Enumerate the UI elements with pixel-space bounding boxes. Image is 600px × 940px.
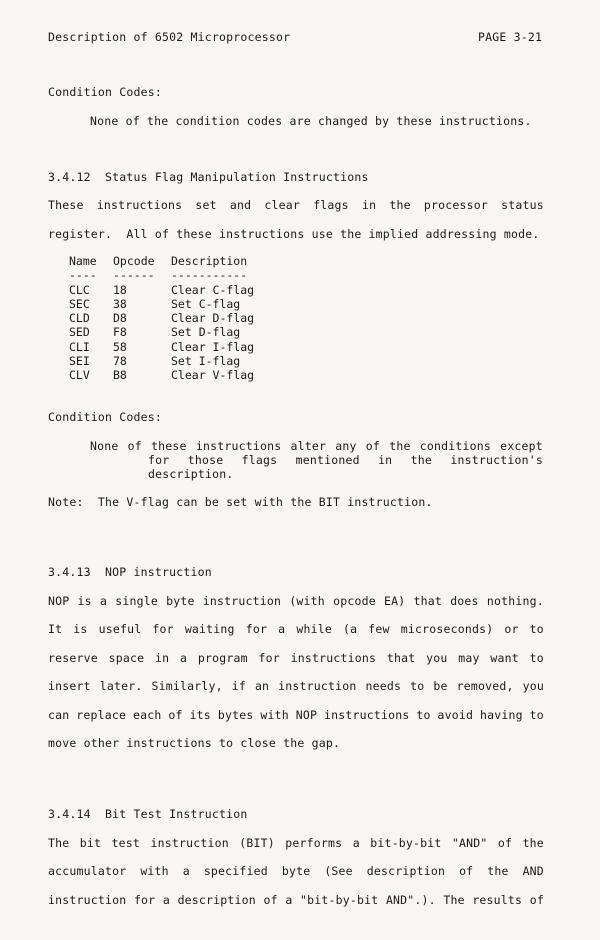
column-header: Opcode (113, 254, 155, 268)
word: flags (313, 198, 349, 212)
paragraph-line: move other instructions to close the gap. (48, 736, 341, 750)
word: byte (166, 594, 195, 608)
word: replace (76, 707, 127, 722)
word: a (278, 622, 286, 637)
word: a (285, 892, 293, 907)
column-divider: ---- (69, 268, 97, 283)
word: or (504, 622, 519, 637)
word: the (389, 198, 411, 212)
word: needs (365, 679, 402, 694)
word: to (529, 707, 544, 722)
word: of (459, 864, 474, 879)
paragraph-line (48, 594, 544, 608)
paragraph-line (48, 651, 544, 665)
word: instructions (195, 439, 282, 453)
table-row (69, 354, 264, 368)
instruction-name: SED (69, 325, 90, 340)
table-header-row (69, 254, 264, 268)
word: of (529, 892, 544, 907)
word: byte (281, 864, 311, 879)
word: instructions (290, 650, 377, 665)
section-heading-3-4-14: 3.4.14 Bit Test Instruction (48, 807, 248, 821)
word: its (189, 707, 211, 722)
word: in (155, 650, 170, 665)
condition-codes-line (90, 439, 543, 453)
word: that (386, 650, 416, 665)
table-row (69, 297, 264, 311)
word: useful (98, 622, 142, 637)
word: can (48, 707, 70, 722)
condition-codes-line: description. (148, 467, 234, 481)
instruction-name: SEC (69, 296, 90, 311)
word: waiting (184, 622, 235, 637)
word: except (500, 439, 543, 453)
word: "bit-by-bit (300, 892, 379, 907)
word: in (361, 198, 377, 212)
word: flags (241, 453, 278, 467)
word: of (497, 836, 513, 850)
instruction-table (69, 254, 264, 383)
word: a (162, 892, 170, 907)
word: a (99, 594, 108, 608)
instruction-name: CLV (69, 368, 90, 383)
word: results (472, 892, 523, 907)
word: having (480, 707, 523, 722)
word: avoid (437, 707, 474, 722)
word: "AND" (451, 836, 488, 850)
word: performs (285, 836, 343, 850)
section-heading-3-4-13: 3.4.13 NOP instruction (48, 565, 212, 579)
paragraph-line (48, 198, 544, 212)
word: conditions (419, 439, 491, 453)
word: EA) (384, 594, 406, 608)
word: alter (290, 439, 327, 453)
description: Set C-flag (171, 296, 241, 311)
word: removed, (456, 679, 514, 694)
description: Set I-flag (171, 354, 241, 369)
table-row (69, 340, 264, 354)
word: It (48, 622, 63, 637)
section-heading-3-4-12: 3.4.12 Status Flag Manipulation Instructions (48, 170, 369, 184)
word: AND (522, 864, 544, 879)
word: None (90, 439, 119, 453)
note-text: Note: The V-flag can be set with the BIT instruction. (48, 495, 433, 509)
condition-codes-label: Condition Codes: (48, 410, 162, 424)
column-header: Name (69, 254, 97, 268)
word: for (258, 650, 280, 665)
word: is (77, 594, 92, 608)
word: while (296, 622, 332, 637)
description: Clear D-flag (171, 311, 255, 326)
opcode: F8 (113, 325, 127, 340)
condition-codes-line (148, 453, 543, 467)
word: instructions (324, 707, 410, 722)
table-row (69, 311, 264, 325)
word: instruction (150, 836, 229, 850)
word: you (522, 679, 544, 694)
word: bit (79, 836, 102, 850)
word: nothing. (486, 594, 544, 608)
word: description (366, 864, 446, 879)
paragraph-line (48, 708, 544, 722)
table-row (69, 283, 264, 297)
word: (with (289, 594, 325, 608)
description: Clear I-flag (171, 339, 255, 354)
word: with (140, 864, 169, 879)
word: the (389, 439, 411, 453)
instruction-name: CLD (69, 311, 90, 326)
word: an (254, 679, 270, 694)
word: bytes (217, 707, 254, 722)
word: These (48, 198, 84, 212)
opcode: B8 (113, 368, 127, 383)
word: to (410, 679, 425, 694)
column-header: Description (171, 254, 248, 268)
instruction-name: CLC (69, 282, 90, 297)
word: later. (99, 679, 143, 694)
instruction-name: CLI (69, 339, 90, 354)
page-number: PAGE 3-21 (478, 30, 543, 44)
word: insert (48, 679, 91, 694)
word: for (148, 453, 170, 467)
word: (a (343, 622, 358, 637)
condition-codes-label: Condition Codes: (48, 85, 162, 99)
word: instruction's (450, 453, 543, 467)
word: instruction (278, 679, 357, 694)
paragraph-line (48, 679, 544, 693)
column-divider: ----------- (171, 268, 248, 283)
word: The (48, 836, 70, 850)
word: with (260, 707, 289, 722)
word: status (501, 198, 544, 212)
word: Similarly, (151, 679, 223, 694)
opcode: D8 (113, 311, 127, 326)
word: for (152, 622, 174, 637)
word: bit-by-bit (370, 836, 442, 850)
word: microseconds) (400, 622, 494, 637)
word: to (529, 650, 544, 665)
word: The (443, 892, 465, 907)
word: any (335, 439, 357, 453)
word: clear (264, 198, 301, 212)
word: a (180, 650, 188, 665)
opcode: 38 (113, 296, 127, 311)
word: of (365, 439, 381, 453)
word: instruction (48, 892, 127, 907)
word: few (368, 622, 390, 637)
word: of (168, 707, 183, 722)
word: and (229, 198, 252, 212)
word: processor (423, 198, 488, 212)
word: (BIT) (239, 836, 275, 850)
paragraph-line (48, 622, 544, 636)
word: instruction (202, 594, 282, 608)
table-divider-row (69, 268, 264, 282)
word: instructions (96, 198, 183, 212)
instruction-name: SEI (69, 354, 90, 369)
word: is (73, 622, 88, 637)
word: the (522, 836, 544, 850)
document-title: Description of 6502 Microprocessor (48, 30, 291, 44)
word: of (263, 892, 278, 907)
table-row (69, 368, 264, 382)
word: to (529, 622, 544, 637)
word: for (133, 892, 156, 907)
word: of (127, 439, 142, 453)
word: for (245, 622, 268, 637)
word: single (115, 594, 158, 608)
condition-codes-text: None of the condition codes are changed by these instructions. (90, 114, 532, 128)
word: program (197, 650, 248, 665)
word: description (177, 892, 256, 907)
opcode: 78 (113, 354, 127, 369)
word: (See (324, 864, 353, 879)
word: each (133, 707, 162, 722)
description: Clear V-flag (171, 368, 255, 383)
opcode: 58 (113, 339, 127, 354)
word: reserve (48, 650, 98, 665)
word: opcode (333, 594, 376, 608)
word: NOP (48, 594, 70, 608)
description: Set D-flag (171, 325, 241, 340)
word: want (490, 650, 519, 665)
paragraph-line (48, 893, 544, 907)
word: set (195, 198, 217, 212)
column-divider: ------ (113, 268, 155, 283)
word: a (352, 836, 360, 850)
word: accumulator (48, 864, 127, 879)
word: to (416, 707, 431, 722)
paragraph-line (48, 864, 544, 878)
word: NOP (295, 707, 318, 722)
word: you (426, 650, 448, 665)
word: these (151, 439, 187, 453)
word: be (433, 679, 448, 694)
word: AND".). (385, 892, 436, 907)
paragraph-line: register. All of these instructions use the implied addressing mode. (48, 227, 540, 241)
table-row (69, 325, 264, 339)
word: the (487, 864, 509, 879)
word: mentioned (295, 453, 360, 467)
word: that (413, 594, 443, 608)
word: test (111, 836, 141, 850)
word: in (378, 453, 393, 467)
word: does (450, 594, 479, 608)
word: specified (203, 864, 268, 879)
paragraph-line (48, 836, 544, 850)
description: Clear C-flag (171, 282, 255, 297)
word: the (410, 453, 433, 467)
word: a (182, 864, 190, 879)
word: may (458, 650, 480, 665)
word: those (187, 453, 224, 467)
word: if (231, 679, 246, 694)
word: space (108, 650, 145, 665)
opcode: 18 (113, 282, 127, 297)
